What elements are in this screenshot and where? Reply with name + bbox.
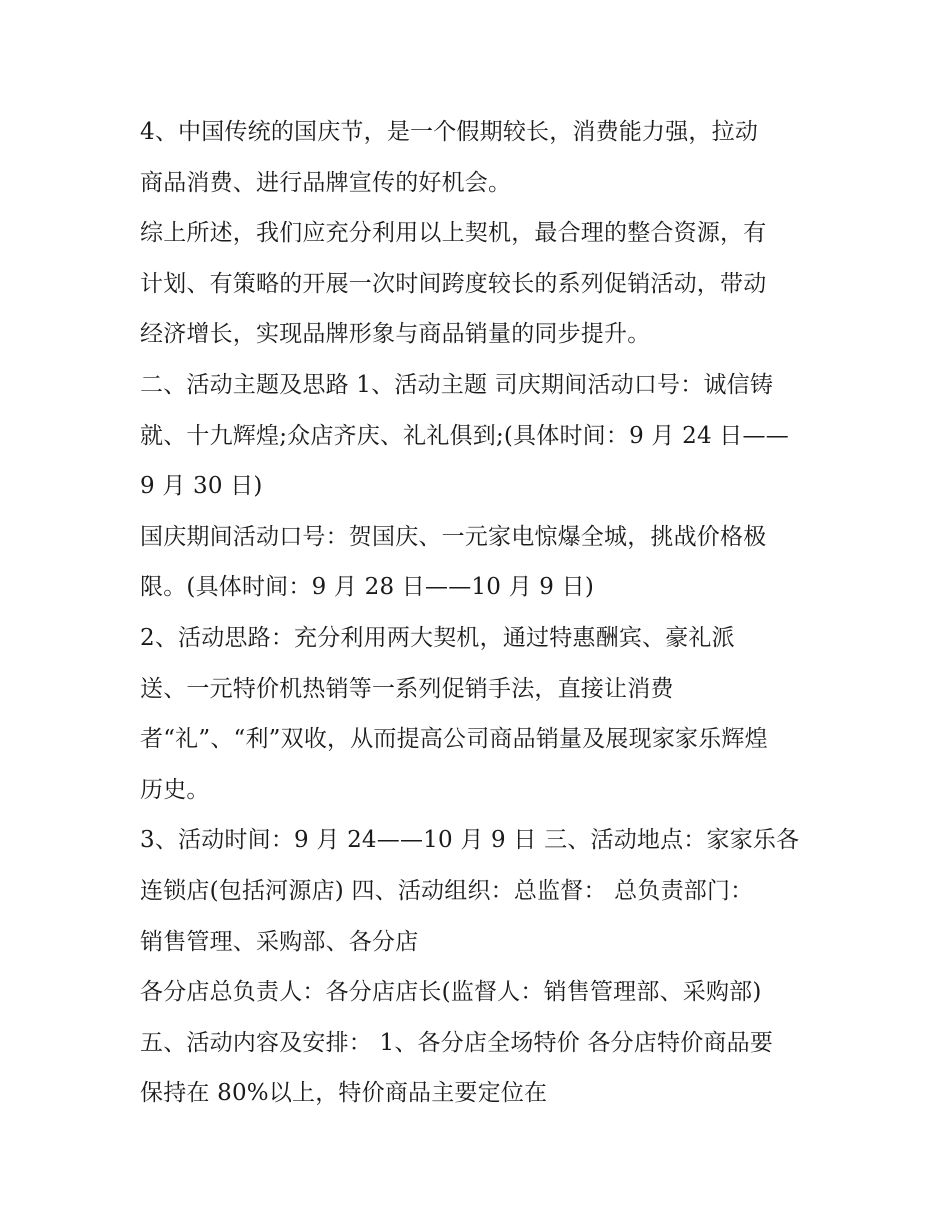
text-line-13: 者“礼”、“利”双收，从而提高公司商品销量及展现家家乐辉煌 [140,726,768,753]
text-line-10: 限。(具体时间：9 月 28 日——10 月 9 日) [140,574,595,601]
text-line-8: 9 月 30 日) [140,473,263,500]
text-line-18: 各分店总负责人：各分店店长(监督人：销售管理部、采购部) [140,979,762,1006]
text-line-7: 就、十九辉煌;众店齐庆、礼礼俱到;(具体时间：9 月 24 日—— [140,422,789,449]
text-line-4: 计划、有策略的开展一次时间跨度较长的系列促销活动，带动 [140,270,767,297]
text-line-2: 商品消费、进行品牌宣传的好机会。 [140,169,512,196]
text-line-17: 销售管理、采购部、各分店 [140,928,419,955]
text-line-5: 经济增长，实现品牌形象与商品销量的同步提升。 [140,321,651,348]
text-line-1: 4、中国传统的国庆节，是一个假期较长，消费能力强，拉动 [140,119,759,145]
text-line-11: 2、活动思路：充分利用两大契机，通过特惠酬宾、豪礼派 [140,624,735,651]
text-line-15: 3、活动时间：9 月 24——10 月 9 日 三、活动地点：家家乐各 [140,827,800,854]
text-line-6: 二、活动主题及思路 1、活动主题 司庆期间活动口号：诚信铸 [140,371,774,398]
text-line-3: 综上所述，我们应充分利用以上契机，最合理的整合资源，有 [140,220,767,247]
text-line-14: 历史。 [140,776,210,803]
text-line-20: 保持在 80%以上，特价商品主要定位在 [140,1080,548,1107]
text-line-12: 送、一元特价机热销等一系列促销手法，直接让消费 [140,675,674,702]
text-line-9: 国庆期间活动口号：贺国庆、一元家电惊爆全城，挑战价格极 [140,523,767,550]
text-line-19: 五、活动内容及安排： 1、各分店全场特价 各分店特价商品要 [140,1029,774,1056]
text-line-16: 连锁店(包括河源店) 四、活动组织：总监督： 总负责部门： [140,877,754,904]
document-body [140,107,820,1119]
